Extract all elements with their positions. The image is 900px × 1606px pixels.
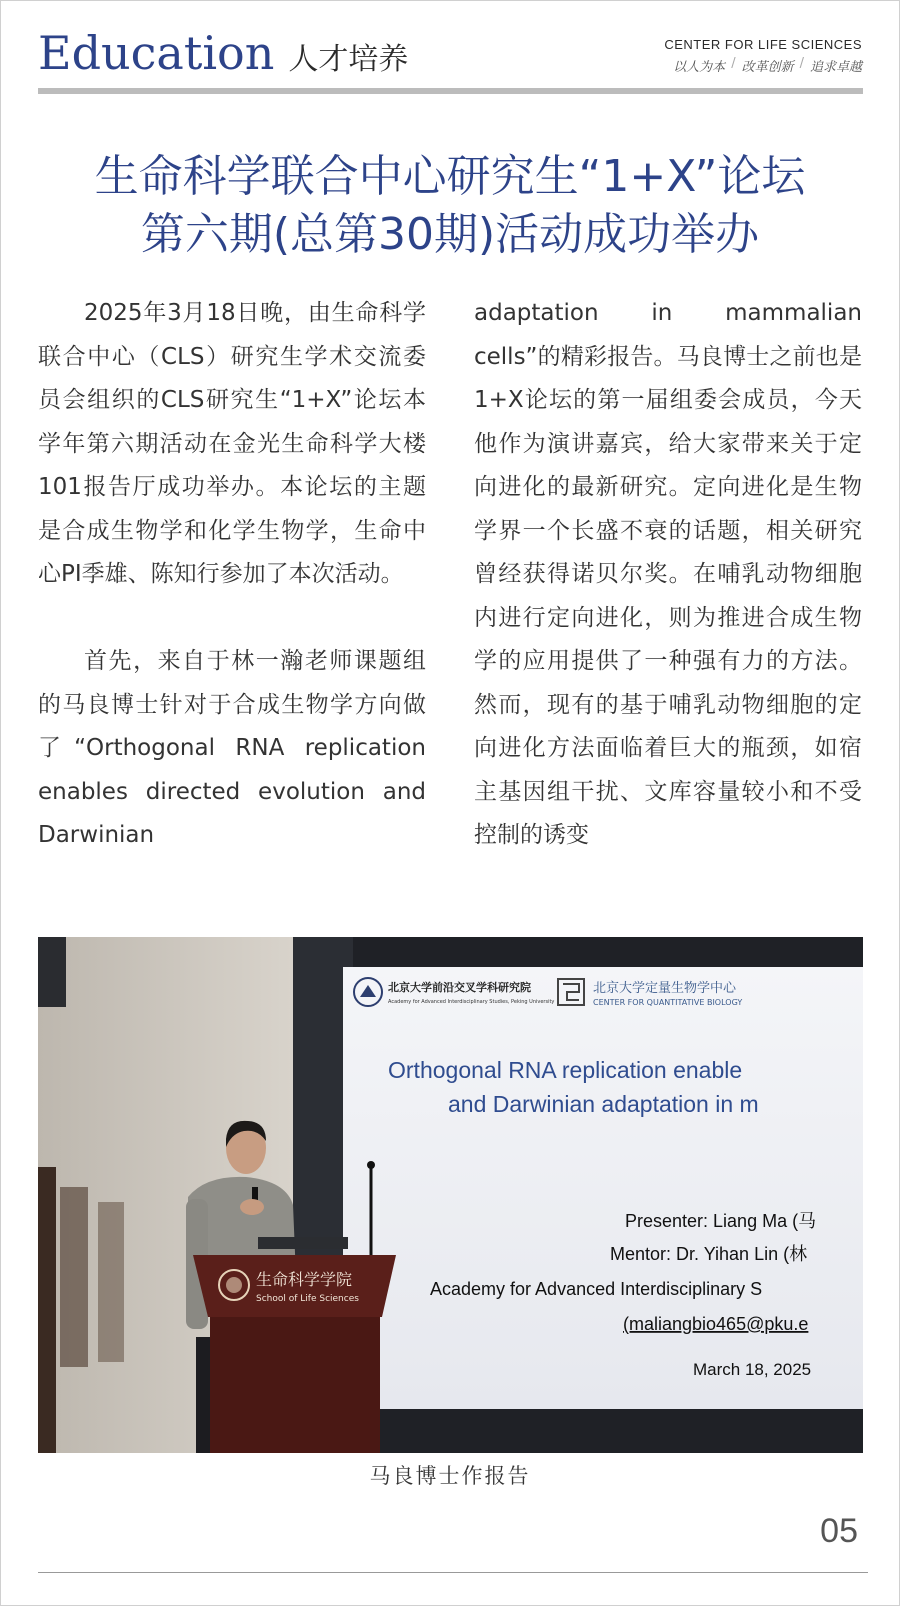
photo-caption: 马良博士作报告 (369, 1464, 531, 1488)
article-title-line1: 生命科学联合中心研究生“1+X”论坛 (94, 151, 806, 202)
motto-separator: / (731, 56, 736, 71)
paragraph-continued: adaptation in mammalian cells”的精彩报告。马良博士之前也是1+X论坛的第一届组委会成员，今天他作为演讲嘉宾，给大家带来关于定向进化的最新研究。定向进化是生物学界一个长盛不衰的话题，相关研究曾经获得诺贝尔奖。在哺乳动物细胞内进行定向进化，则为推进合成生物学的应用提供了一种强有力的方法。然而，现有的基于哺乳动物细胞的定向进化方法面临着巨大的瓶颈，如宿主基因组干扰、文库容量较小和不受控制的诱变 (474, 300, 862, 848)
article-title-line2: 第六期(总第30期)活动成功举办 (140, 209, 760, 260)
section-header (38, 26, 408, 82)
slide-inst2-en: CENTER FOR QUANTITATIVE BIOLOGY (593, 998, 743, 1007)
left-column (38, 292, 426, 858)
motto-2: 改革创新 (741, 60, 794, 75)
page-number: 05 (820, 1512, 858, 1550)
slide-inst1-cn: 北京大学前沿交叉学科研究院 (388, 981, 531, 994)
motto-3: 追求卓越 (809, 60, 862, 75)
slide-presenter: Presenter: Liang Ma (马 (625, 1211, 817, 1231)
section-title-en: Education (38, 26, 275, 80)
slide-email: (maliangbio465@pku.e (623, 1314, 809, 1334)
podium-label-cn: 生命科学学院 (256, 1270, 353, 1289)
slide-date: March 18, 2025 (693, 1360, 812, 1379)
footer-rule (38, 1572, 868, 1573)
right-column (474, 292, 862, 858)
header-rule (38, 88, 863, 94)
slide-inst1-en: Academy for Advanced Interdisciplinary Studies, Peking University (388, 999, 555, 1005)
slide-mentor: Mentor: Dr. Yihan Lin (林 (610, 1244, 808, 1264)
motto-separator: / (799, 56, 804, 71)
photo-illustration (38, 937, 863, 1453)
projection-screen (343, 967, 863, 1409)
motto-row (664, 56, 862, 75)
slide-academy: Academy for Advanced Interdisciplinary S (430, 1279, 763, 1299)
motto-1: 以人为本 (673, 60, 726, 75)
center-name: CENTER FOR LIFE SCIENCES (664, 37, 862, 52)
slide-inst2-cn: 北京大学定量生物学中心 (593, 981, 737, 996)
podium-label-en: School of Life Sciences (256, 1294, 359, 1304)
paragraph-intro: 2025年3月18日晚，由生命科学联合中心（CLS）研究生学术交流委员会组织的CLS研究生“1+X”论坛本学年第六期活动在金光生命科学大楼101报告厅成功举办。本论坛的主题是合成生物学和化学生物学，生命中心PI季雄、陈知行参加了本次活动。 (38, 300, 426, 587)
laptop (258, 1237, 348, 1249)
section-title-cn: 人才培养 (288, 42, 409, 77)
center-branding (664, 37, 862, 75)
event-photo (38, 937, 863, 1453)
speaker-icon (38, 937, 66, 1007)
slide-title-line1: Orthogonal RNA replication enable (388, 1057, 743, 1083)
paragraph-talk: 首先，来自于林一瀚老师课题组的马良博士针对于合成生物学方向做了“Orthogonal RNA replication enables directed evolution and Darwinian (38, 648, 426, 848)
slide-title-line2: and Darwinian adaptation in m (448, 1091, 759, 1117)
article-title (20, 148, 880, 264)
